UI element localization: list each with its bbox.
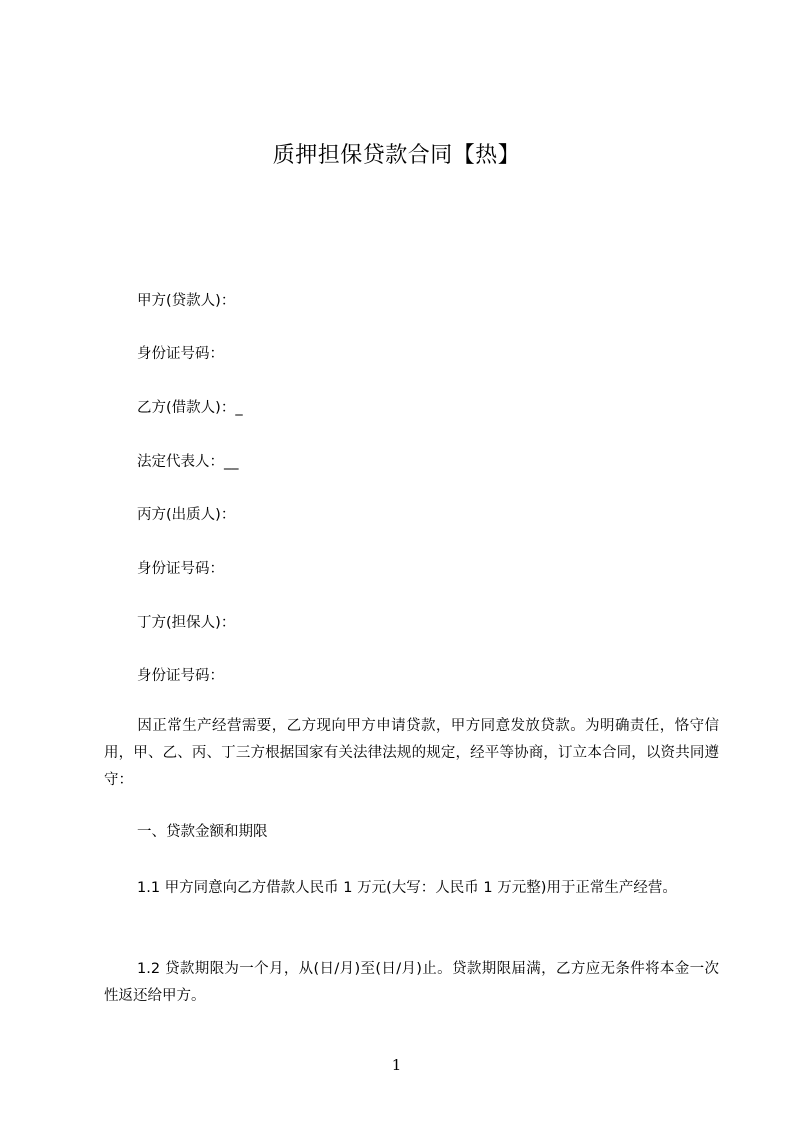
field-lender-id-number: 身份证号码： (137, 346, 224, 362)
field-borrower: 乙方(借款人)：_ (137, 400, 243, 416)
section-heading-loan-amount-term: 一、贷款金额和期限 (137, 824, 268, 840)
field-guarantor-id-number: 身份证号码： (137, 668, 224, 684)
intro-paragraph (104, 713, 719, 794)
intro-text: 因正常生产经营需要，乙方现向甲方申请贷款，甲方同意发放贷款。为明确责任，恪守信用，甲、乙、丙、丁三方根据国家有关法律法规的规定，经平等协商，订立本合同，以资共同遵守： (104, 718, 719, 788)
field-pledgor: 丙方(出质人)： (137, 507, 236, 523)
field-guarantor: 丁方(担保人)： (137, 615, 236, 631)
document-title: 质押担保贷款合同【热】 (272, 143, 521, 168)
field-lender: 甲方(贷款人)： (137, 293, 236, 309)
page-number: 1 (391, 1056, 402, 1074)
clause-1-1-text: 1.1 甲方同意向乙方借款人民币 1 万元(大写：人民币 1 万元整)用于正常生产经营。 (137, 880, 677, 896)
clause-1-2-text: 1.2 贷款期限为一个月，从(日/月)至(日/月)止。贷款期限届满，乙方应无条件将本金一次性返还给甲方。 (104, 961, 719, 1004)
clause-1-2 (104, 956, 719, 1010)
clause-1-1 (104, 875, 719, 902)
field-pledgor-id-number: 身份证号码： (137, 561, 224, 577)
field-legal-representative: 法定代表人：__ (137, 454, 239, 470)
